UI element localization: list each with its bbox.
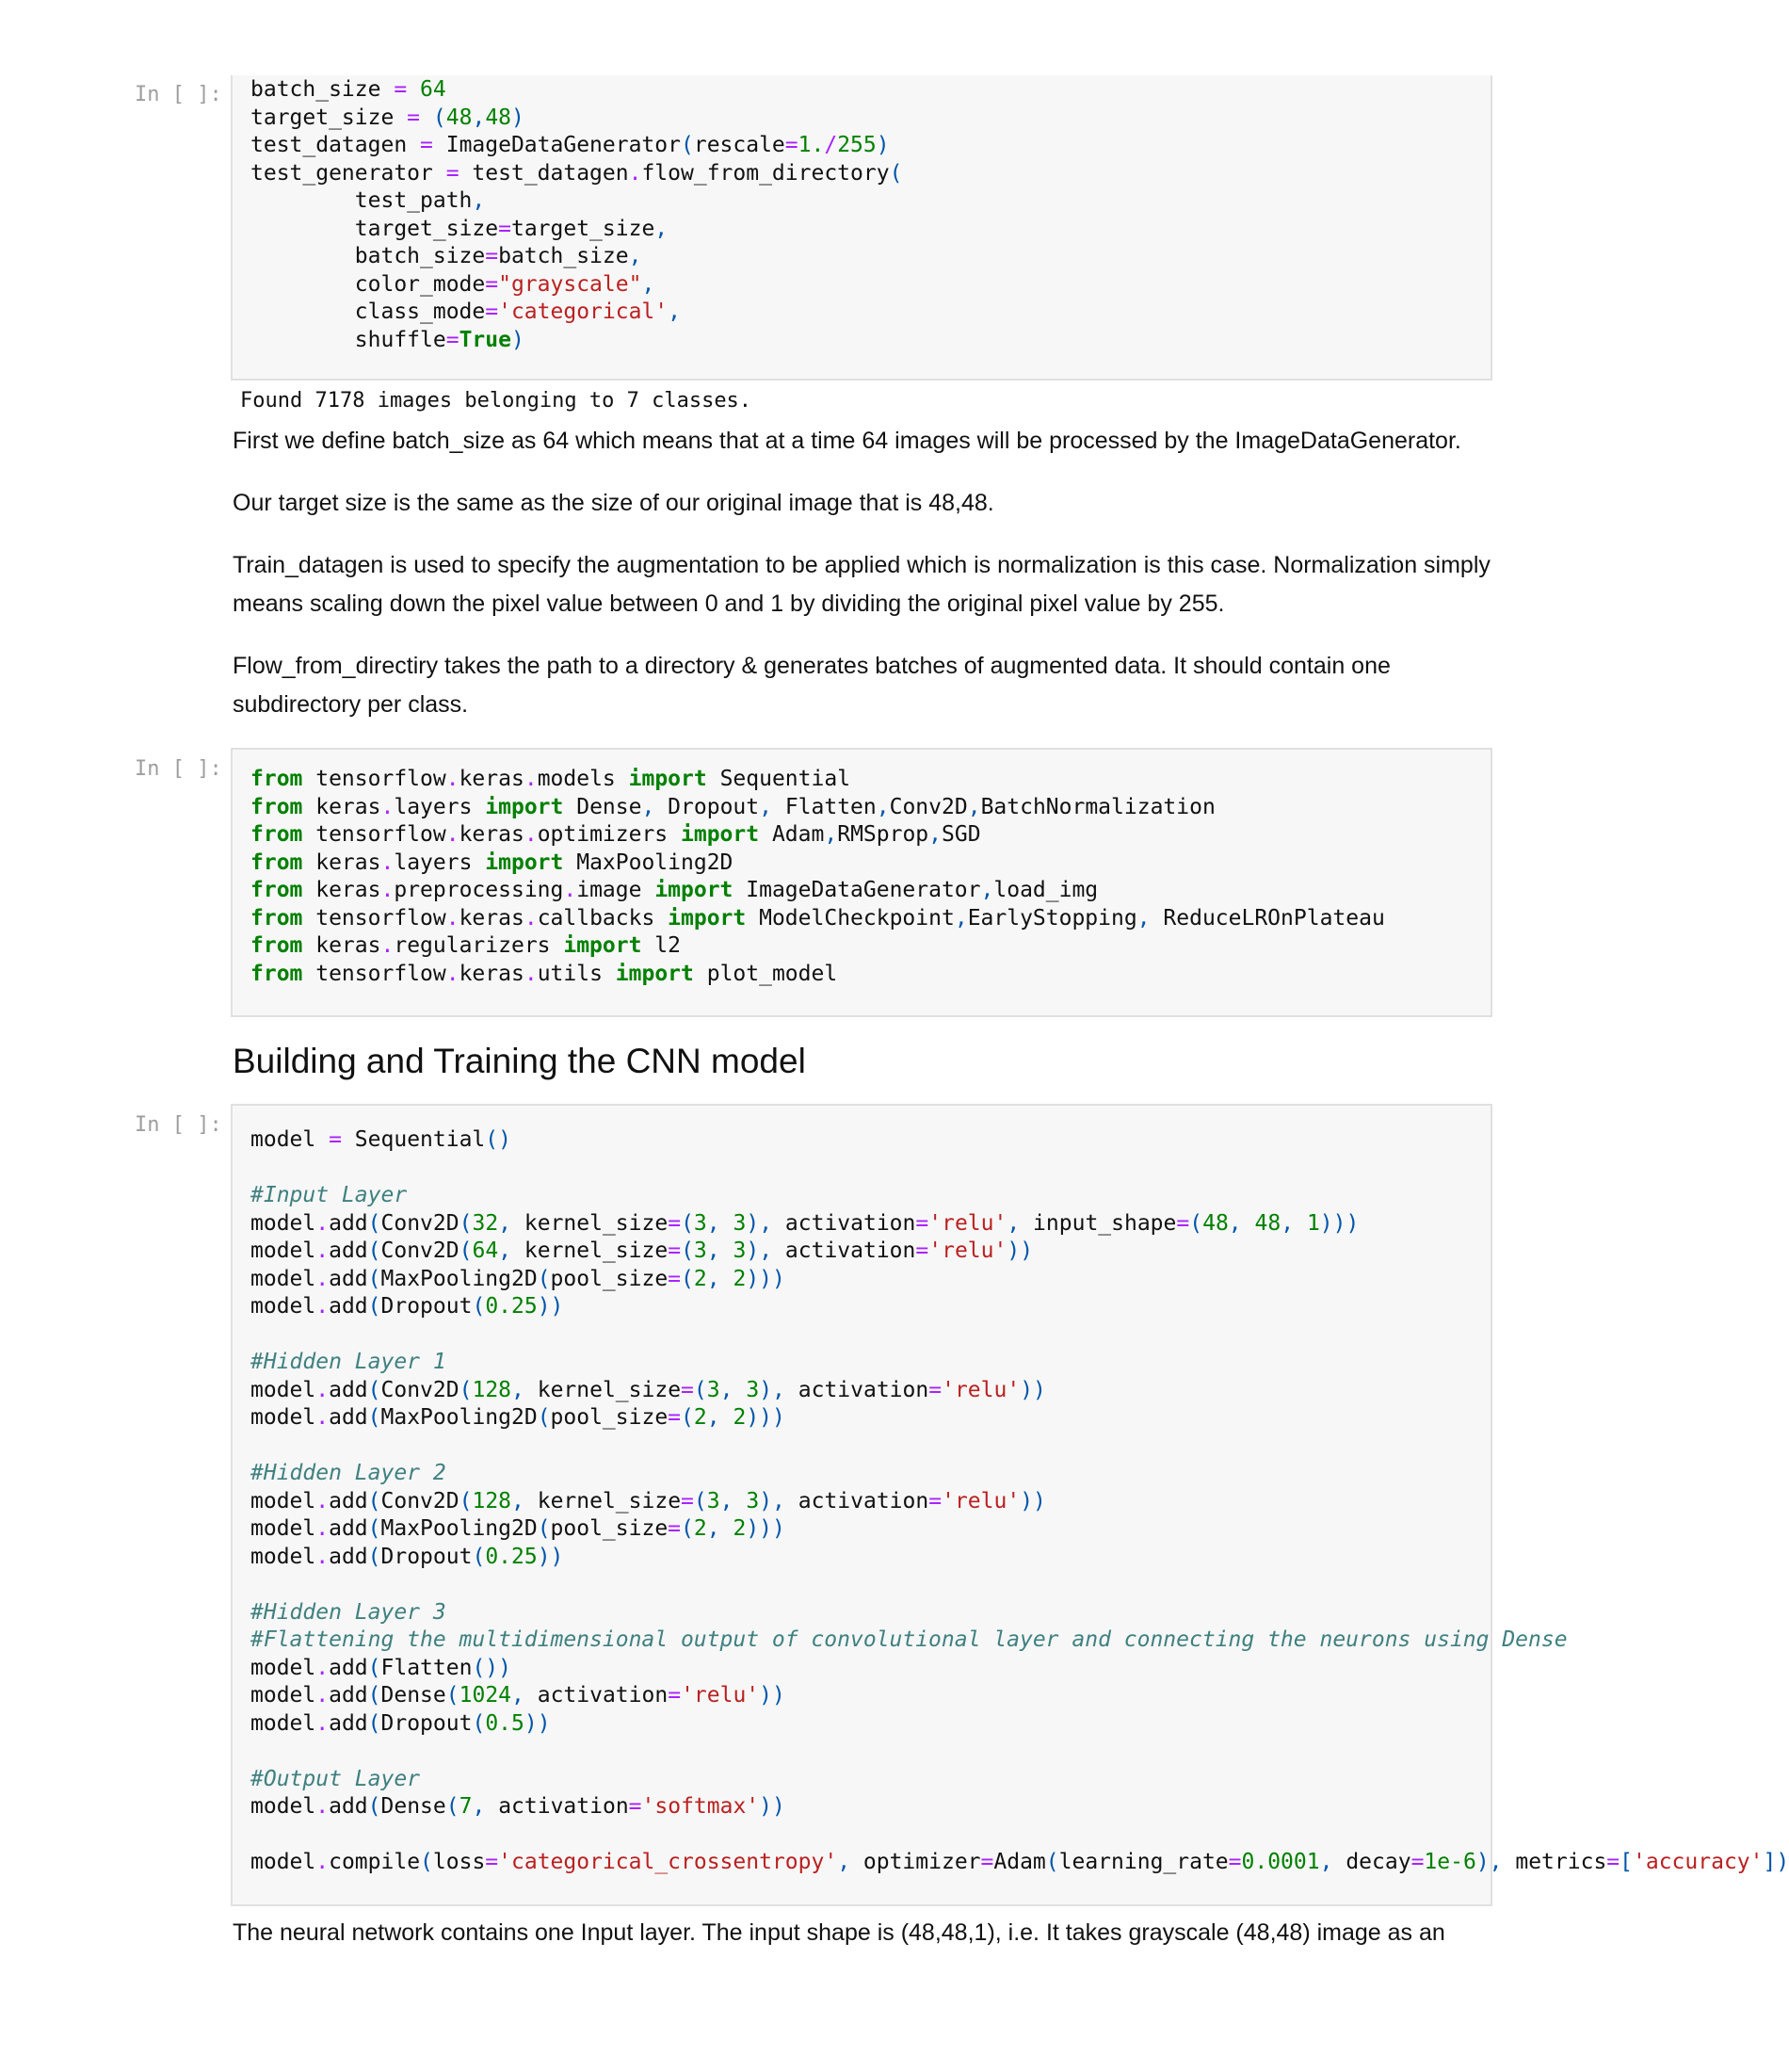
code-line xyxy=(250,1321,1491,1350)
code-line: shuffle=True) xyxy=(250,327,524,352)
code-line: model.add(MaxPooling2D(pool_size=(2, 2))) xyxy=(250,1405,785,1430)
cell-1-output: Found 7178 images belonging to 7 classes. xyxy=(240,389,752,413)
code-line: from tensorflow.keras.optimizers import Adam,RMSprop,SGD xyxy=(250,822,981,847)
code-line: model = Sequential() xyxy=(250,1127,511,1152)
code-cell-3[interactable] xyxy=(231,1104,1789,1906)
code-line: test_datagen = ImageDataGenerator(rescale=1./255) xyxy=(250,133,890,157)
code-line: model.add(Dense(7, activation='softmax')) xyxy=(250,1794,785,1819)
code-line: from tensorflow.keras.utils import plot_model xyxy=(250,961,838,986)
paragraph-neural-network: The neural network contains one Input layer. The input shape is (48,48,1), i.e. It takes grayscale (48,48) image as an xyxy=(233,1919,1445,1946)
code-line: #Hidden Layer 2 xyxy=(250,1461,446,1485)
code-line: test_generator = test_datagen.flow_from_directory( xyxy=(250,160,903,186)
code-line: model.add(Dropout(0.5)) xyxy=(250,1710,551,1736)
code-line: model.add(Conv2D(128, kernel_size=(3, 3), activation='relu')) xyxy=(250,1377,1046,1402)
code-line xyxy=(250,1155,1491,1183)
code-line: from keras.layers import Dense, Dropout, Flatten,Conv2D,BatchNormalization xyxy=(250,794,1216,819)
code-cell-3-source xyxy=(233,1106,1789,1877)
code-cell-1[interactable] xyxy=(231,75,1492,380)
code-line: batch_size=batch_size, xyxy=(250,244,642,268)
code-line: batch_size = 64 xyxy=(250,77,446,102)
paragraph-train-datagen: Train_datagen is used to specify the augmentation to be applied which is normalization is this case. Normalization simply means scaling down the pixel value between 0 and 1 by dividing the original pixel value by 255. xyxy=(233,552,1491,617)
section-heading: Building and Training the CNN model xyxy=(233,1042,806,1080)
code-line: model.add(MaxPooling2D(pool_size=(2, 2))) xyxy=(250,1516,785,1541)
code-line: model.add(Conv2D(32, kernel_size=(3, 3), activation='relu', input_shape=(48, 48, 1))) xyxy=(250,1210,1360,1236)
code-line: model.add(Dense(1024, activation='relu')) xyxy=(250,1683,785,1708)
code-cell-2[interactable] xyxy=(231,748,1492,1017)
code-line: model.add(MaxPooling2D(pool_size=(2, 2))) xyxy=(250,1266,785,1291)
code-line: model.add(Dropout(0.25)) xyxy=(250,1294,564,1319)
paragraph-target-size: Our target size is the same as the size of our original image that is 48,48. xyxy=(233,490,994,516)
code-line: target_size=target_size, xyxy=(250,216,669,241)
code-line: model.add(Conv2D(128, kernel_size=(3, 3), activation='relu')) xyxy=(250,1488,1046,1514)
code-line: #Input Layer xyxy=(250,1183,408,1207)
code-line xyxy=(250,1738,1491,1766)
code-line: #Hidden Layer 1 xyxy=(250,1350,446,1374)
code-line: color_mode="grayscale", xyxy=(250,271,655,297)
code-line: from keras.preprocessing.image import ImageDataGenerator,load_img xyxy=(250,878,1099,902)
code-line: target_size = (48,48) xyxy=(250,105,524,130)
cell-1-prompt: In [ ]: xyxy=(135,83,222,106)
code-line: model.add(Flatten()) xyxy=(250,1655,511,1680)
code-line: #Hidden Layer 3 xyxy=(250,1599,446,1625)
code-line: class_mode='categorical', xyxy=(250,299,681,324)
code-line: from keras.layers import MaxPooling2D xyxy=(250,850,733,875)
code-line: from keras.regularizers import l2 xyxy=(250,933,681,958)
paragraph-flow-from-directory: Flow_from_directiry takes the path to a directory & generates batches of augmented data. It should contain one subdirectory per class. xyxy=(233,653,1391,718)
cell-3-prompt: In [ ]: xyxy=(135,1113,222,1137)
code-line xyxy=(250,1433,1491,1461)
code-cell-2-source xyxy=(233,750,1491,988)
code-line xyxy=(250,1821,1491,1850)
code-line: model.compile(loss='categorical_crossentropy', optimizer=Adam(learning_rate=0.0001, decay=1e-6), metrics=['accuracy']) xyxy=(250,1850,1789,1874)
paragraph-batch-size: First we define batch_size as 64 which means that at a time 64 images will be processed by the ImageDataGenerator. xyxy=(233,428,1461,454)
code-line: #Output Layer xyxy=(250,1766,421,1791)
code-line: from tensorflow.keras.callbacks import ModelCheckpoint,EarlyStopping, ReduceLROnPlateau xyxy=(250,905,1385,931)
code-line: test_path, xyxy=(250,188,486,213)
code-line: #Flattening the multidimensional output of convolutional layer and connecting the neurons using Dense xyxy=(250,1627,1568,1652)
code-line xyxy=(250,1571,1491,1599)
cell-2-prompt: In [ ]: xyxy=(135,757,222,781)
code-line: model.add(Dropout(0.25)) xyxy=(250,1544,564,1569)
code-line: from tensorflow.keras.models import Sequential xyxy=(250,767,851,791)
code-line: model.add(Conv2D(64, kernel_size=(3, 3), activation='relu')) xyxy=(250,1238,1034,1263)
code-cell-1-source xyxy=(233,75,1491,354)
